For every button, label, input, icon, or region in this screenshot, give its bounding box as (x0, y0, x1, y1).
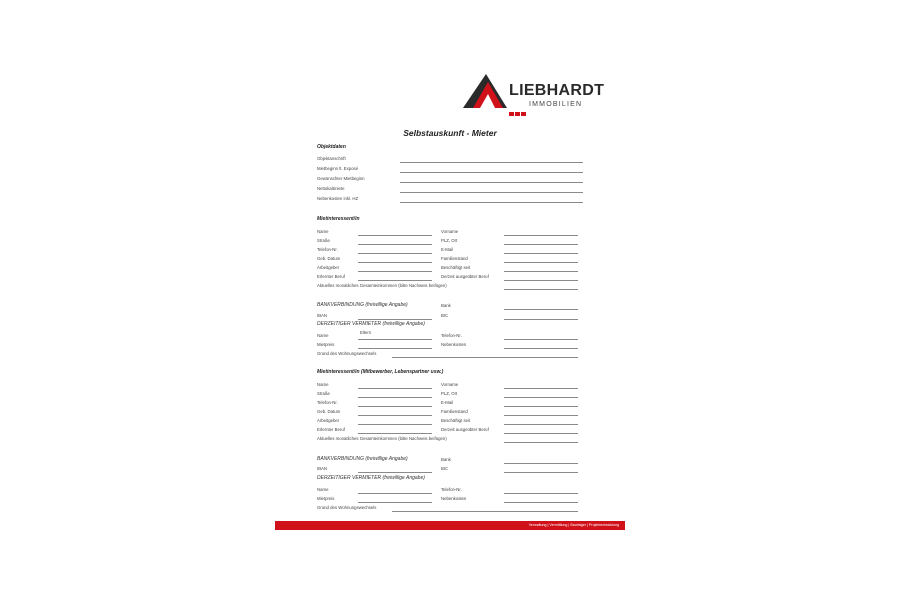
person1-bank-heading: BANKVERBINDUNG (freiwillige Angabe) (317, 302, 408, 308)
person2-landlord-label: Nebenkosten (441, 496, 467, 501)
person1-input-line[interactable] (358, 271, 432, 272)
person2-right-label: Beschäftigt seit (441, 418, 471, 423)
person1-input-line[interactable] (358, 244, 432, 245)
person1-reason-label: Grund des Wohnungswechsels (317, 351, 377, 356)
objekt-label: Nettokaltmiete (317, 186, 345, 191)
person2-input-line[interactable] (358, 424, 432, 425)
person1-landlord-name-value[interactable]: Eltern (360, 330, 372, 335)
person2-right-label: Derzeit ausgeübter Beruf (441, 427, 489, 432)
person2-input-line[interactable] (358, 415, 432, 416)
person2-input-line[interactable] (504, 388, 578, 389)
objekt-label: Objektanschrift (317, 156, 346, 161)
person2-income-line[interactable] (504, 442, 578, 443)
person2-input-line[interactable] (504, 472, 578, 473)
person2-input-line[interactable] (504, 397, 578, 398)
person2-input-line[interactable] (504, 433, 578, 434)
objekt-input-line[interactable] (400, 202, 583, 203)
person2-landlord-label: Name (317, 487, 329, 492)
person2-heading: Mietinteressent/in (Mitbewerber, Lebenspartner usw.) (317, 369, 444, 375)
person2-input-line[interactable] (358, 388, 432, 389)
person1-input-line[interactable] (504, 235, 578, 236)
person1-bic-label: BIC (441, 313, 449, 318)
person1-input-line[interactable] (358, 280, 432, 281)
objekt-input-line[interactable] (400, 162, 583, 163)
objekt-input-line[interactable] (400, 182, 583, 183)
footer-text: Verwaltung | Vermittlung | Bauträger | Projektentwicklung (528, 522, 619, 527)
person1-heading: Mietinteressent/in (317, 216, 360, 222)
person2-input-line[interactable] (358, 502, 432, 503)
person1-input-line[interactable] (358, 348, 432, 349)
roof-logo-icon (463, 72, 509, 110)
person2-input-line[interactable] (358, 472, 432, 473)
person1-input-line[interactable] (504, 244, 578, 245)
person2-input-line[interactable] (504, 406, 578, 407)
person2-input-line[interactable] (358, 406, 432, 407)
footer-bar (275, 521, 625, 530)
person2-left-label: Name (317, 382, 329, 387)
person2-landlord-label: Telefon-Nr. (441, 487, 462, 492)
person1-iban-label: IBAN (317, 313, 328, 318)
person1-input-line[interactable] (358, 339, 432, 340)
person1-left-label: Straße (317, 238, 330, 243)
form-title: Selbstauskunft - Mieter (403, 128, 497, 138)
person2-bank-heading: BANKVERBINDUNG (freiwillige Angabe) (317, 456, 408, 462)
person2-input-line[interactable] (358, 493, 432, 494)
person1-input-line[interactable] (504, 271, 578, 272)
person2-reason-line[interactable] (392, 511, 578, 512)
person1-input-line[interactable] (504, 309, 578, 310)
person1-input-line[interactable] (358, 319, 432, 320)
person2-landlord-label: Mietpreis (317, 496, 335, 501)
person2-input-line[interactable] (504, 493, 578, 494)
person1-input-line[interactable] (358, 253, 432, 254)
person1-left-label: Name (317, 229, 329, 234)
logo-subtitle: IMMOBILIEN (529, 101, 583, 108)
objekt-input-line[interactable] (400, 192, 583, 193)
person1-income-label: Aktuelles monatliches Gesamteinkommen (bitte Nachweis beifügen) (317, 283, 447, 288)
person1-left-label: Erlernter Beruf (317, 274, 345, 279)
person2-reason-label: Grund des Wohnungswechsels (317, 505, 377, 510)
objekt-label: Nebenkosten inkl. HZ (317, 196, 359, 201)
person1-input-line[interactable] (358, 262, 432, 263)
objekt-label: Gewünschter Mietbeginn (317, 176, 365, 181)
person1-landlord-label: Telefon-Nr. (441, 333, 462, 338)
person2-right-label: Vorname (441, 382, 459, 387)
person2-left-label: Telefon-Nr. (317, 400, 338, 405)
person2-left-label: Geb. Datum (317, 409, 341, 414)
company-logo (463, 72, 603, 114)
logo-name: LIEBHARDT (509, 82, 605, 99)
person1-input-line[interactable] (504, 348, 578, 349)
person1-landlord-label: Name (317, 333, 329, 338)
person2-landlord-heading: DERZEITIGER VERMIETER (freiwillige Angabe) (317, 475, 425, 481)
person1-landlord-label: Mietpreis (317, 342, 335, 347)
person1-input-line[interactable] (504, 262, 578, 263)
person1-right-label: E-Mail (441, 247, 454, 252)
person2-income-label: Aktuelles monatliches Gesamteinkommen (bitte Nachweis beifügen) (317, 436, 447, 441)
person2-input-line[interactable] (358, 433, 432, 434)
person2-input-line[interactable] (504, 424, 578, 425)
document-page (275, 50, 625, 530)
person2-right-label: Familienstand (441, 409, 468, 414)
person1-input-line[interactable] (504, 253, 578, 254)
person2-input-line[interactable] (504, 502, 578, 503)
person2-input-line[interactable] (504, 463, 578, 464)
person1-left-label: Geb. Datum (317, 256, 341, 261)
person1-right-label: Vorname (441, 229, 459, 234)
person2-left-label: Erlernter Beruf (317, 427, 345, 432)
person2-right-label: PLZ, Ort (441, 391, 458, 396)
person2-iban-label: IBAN (317, 466, 328, 471)
person2-input-line[interactable] (504, 415, 578, 416)
person1-left-label: Telefon-Nr. (317, 247, 338, 252)
person1-landlord-heading: DERZEITIGER VERMIETER (freiwillige Angabe) (317, 321, 425, 327)
person1-reason-line[interactable] (392, 357, 578, 358)
logo-squares (509, 103, 527, 121)
person1-right-label: Familienstand (441, 256, 468, 261)
person2-left-label: Arbeitgeber (317, 418, 340, 423)
person2-bic-label: BIC (441, 466, 449, 471)
person1-input-line[interactable] (358, 235, 432, 236)
person1-input-line[interactable] (504, 339, 578, 340)
person1-input-line[interactable] (504, 319, 578, 320)
person1-landlord-label: Nebenkosten (441, 342, 467, 347)
objekt-label: Mietbeginn lt. Exposé (317, 166, 359, 171)
objekt-heading: Objektdaten (317, 144, 346, 150)
person2-bank-label: Bank (441, 457, 451, 462)
person1-right-label: Derzeit ausgeübter Beruf (441, 274, 489, 279)
person1-bank-label: Bank (441, 303, 451, 308)
person1-left-label: Arbeitgeber (317, 265, 340, 270)
person1-input-line[interactable] (504, 280, 578, 281)
person2-left-label: Straße (317, 391, 330, 396)
person1-right-label: Beschäftigt seit (441, 265, 471, 270)
objekt-input-line[interactable] (400, 172, 583, 173)
person1-right-label: PLZ, Ort (441, 238, 458, 243)
person2-input-line[interactable] (358, 397, 432, 398)
person2-right-label: E-Mail (441, 400, 454, 405)
person1-income-line[interactable] (504, 289, 578, 290)
